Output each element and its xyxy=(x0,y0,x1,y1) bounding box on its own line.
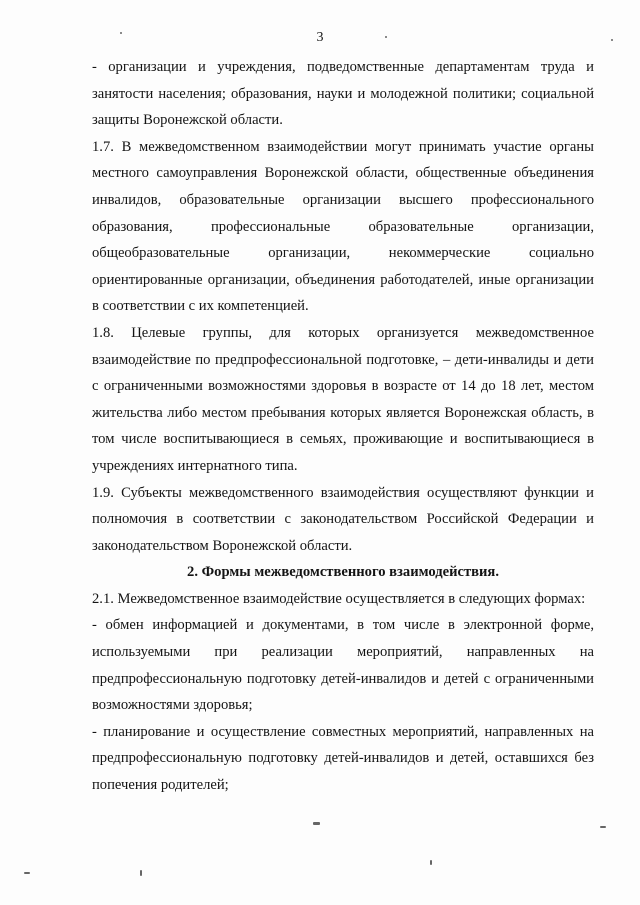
paragraph-1-7: 1.7. В межведомственном взаимодействии могут принимать участие органы местного самоуправления Воронежской области, общественные объединения инвалидов, образовательные организации высшего профессионального образования, профессиональные образовательные организации, общеобразовательные организации, некоммерческие социально ориентированные организации, объединения работодателей, иные организации в соответствии с их компетенцией. xyxy=(92,138,594,315)
scan-speck xyxy=(430,860,432,865)
document-body xyxy=(92,54,594,799)
paragraph-organizations-list: - организации и учреждения, подведомственные департаментам труда и занятости населения; образования, науки и молодежной политики; социальной защиты Воронежской области. xyxy=(92,59,594,129)
section-heading-2: 2. Формы межведомственного взаимодействия. xyxy=(187,564,499,581)
paragraph-2-1: 2.1. Межведомственное взаимодействие осуществляется в следующих формах: xyxy=(92,590,586,607)
scan-speck xyxy=(600,826,606,828)
scan-speck xyxy=(385,36,387,38)
scan-speck xyxy=(140,870,142,876)
list-item-joint-activities: - планирование и осуществление совместных мероприятий, направленных на предпрофессиональную подготовку детей-инвалидов и детей, оставшихся без попечения родителей; xyxy=(92,723,594,794)
page-number: 3 xyxy=(316,30,324,45)
paragraph-1-9: 1.9. Субъекты межведомственного взаимодействия осуществляют функции и полномочия в соответствии с законодательством Российской Федерации и законодательством Воронежской области. xyxy=(92,484,594,554)
scan-speck xyxy=(611,39,613,41)
paragraph-1-8: 1.8. Целевые группы, для которых организуется межведомственное взаимодействие по предпрофессиональной подготовке, – дети-инвалиды и дети с ограниченными возможностями здоровья в возрасте от 14 до 18 лет, местом жительства либо местом пребывания которых является Воронежская область, в том числе воспитывающиеся в семьях, проживающие и воспитывающиеся в учреждениях интернатного типа. xyxy=(92,324,594,474)
list-item-information-exchange: - обмен информацией и документами, в том числе в электронной форме, используемыми при реализации мероприятий, направленных на предпрофессиональную подготовку детей-инвалидов и детей с ограниченными возможностями здоровья; xyxy=(92,617,594,714)
scan-speck xyxy=(313,822,320,825)
scan-speck xyxy=(24,872,30,874)
scan-speck xyxy=(120,32,122,34)
